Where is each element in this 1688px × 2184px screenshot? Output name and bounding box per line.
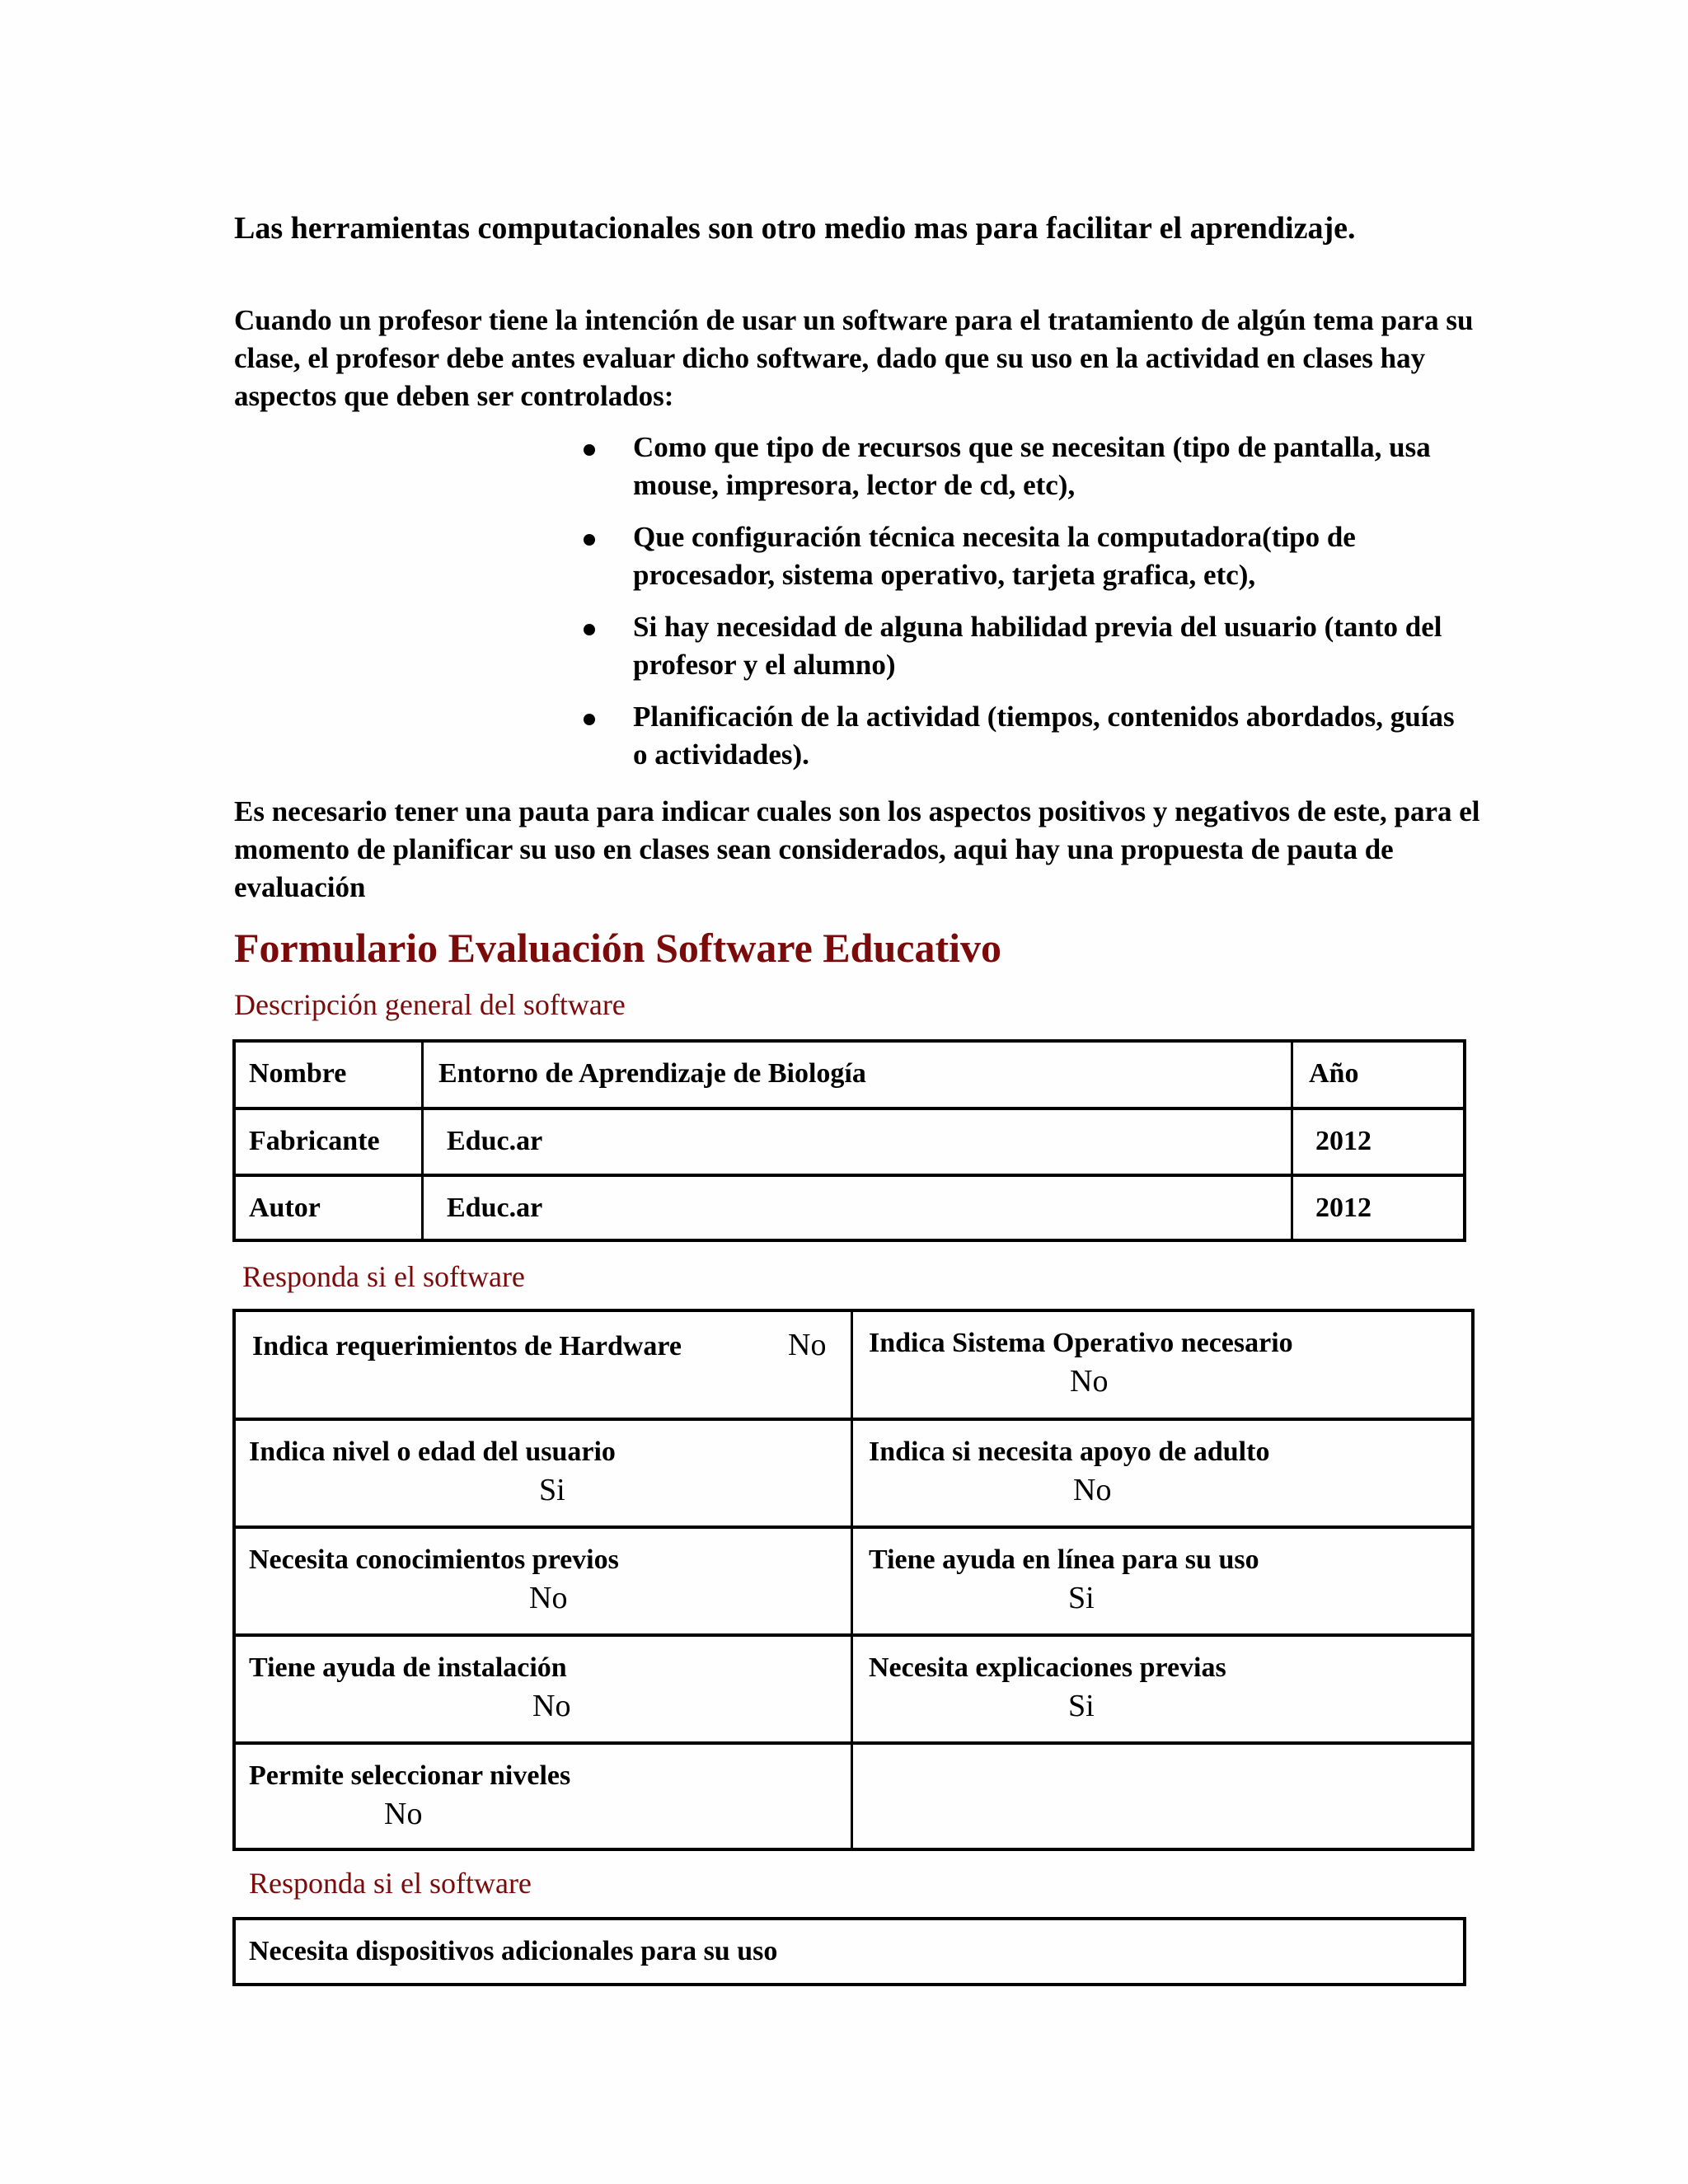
general-description-subtitle: Descripción general del software	[234, 988, 626, 1021]
column-divider	[1291, 1043, 1293, 1239]
row-divider	[236, 1107, 1463, 1110]
question-prior-explanations: Necesita explicaciones previas	[869, 1652, 1226, 1683]
label-nombre: Nombre	[249, 1058, 347, 1089]
question-user-level: Indica nivel o edad del usuario	[249, 1436, 616, 1467]
list-item	[577, 608, 1467, 684]
question-online-help: Tiene ayuda en línea para su uso	[869, 1544, 1259, 1575]
row-divider	[236, 1633, 1471, 1637]
question-os: Indica Sistema Operativo necesario	[869, 1328, 1293, 1358]
form-title: Formulario Evaluación Software Educativo	[234, 925, 1002, 971]
label-autor: Autor	[249, 1193, 321, 1223]
question-hardware: Indica requerimientos de Hardware	[252, 1331, 682, 1361]
answer-install-help: No	[532, 1689, 571, 1723]
year-autor: 2012	[1315, 1193, 1372, 1223]
answer-os: No	[1070, 1364, 1109, 1399]
row-divider	[236, 1741, 1471, 1745]
question-adult-support: Indica si necesita apoyo de adulto	[869, 1436, 1270, 1467]
label-fabricante: Fabricante	[249, 1126, 380, 1156]
row-divider	[236, 1174, 1463, 1177]
devices-table	[232, 1917, 1466, 1986]
question-prior-knowledge: Necesita conocimientos previos	[249, 1544, 619, 1575]
question-select-levels: Permite seleccionar niveles	[249, 1760, 571, 1791]
answer-prior-explanations: Si	[1068, 1689, 1095, 1723]
devices-subtitle: Responda si el software	[249, 1867, 532, 1900]
general-description-table	[232, 1039, 1466, 1242]
list-item	[577, 429, 1467, 504]
header-year: Año	[1309, 1058, 1359, 1089]
bullet-icon	[584, 714, 595, 725]
answer-prior-knowledge: No	[529, 1581, 568, 1615]
question-additional-devices: Necesita dispositivos adicionales para su uso	[249, 1936, 778, 1966]
list-item-text: Si hay necesidad de alguna habilidad previa del usuario (tanto del profesor y el alumno)	[633, 611, 1442, 681]
intro-paragraph-3: Es necesario tener una pauta para indicar cuales son los aspectos positivos y negativos de este, para el momento de planificar su uso en clases sean considerados, aqui hay una propuesta de pauta de evaluación	[234, 795, 1480, 903]
list-item-text: Planificación de la actividad (tiempos, contenidos abordados, guías o actividades).	[633, 701, 1455, 771]
value-fabricante: Educ.ar	[447, 1126, 543, 1156]
bullet-icon	[584, 444, 595, 456]
answer-adult-support: No	[1073, 1473, 1112, 1507]
list-item-text: Que configuración técnica necesita la computadora(tipo de procesador, sistema operativo, tarjeta grafica, etc),	[633, 521, 1356, 591]
value-autor: Educ.ar	[447, 1193, 543, 1223]
list-item-text: Como que tipo de recursos que se necesitan (tipo de pantalla, usa mouse, impresora, lector de cd, etc),	[633, 431, 1431, 501]
column-divider	[851, 1312, 853, 1848]
answer-online-help: Si	[1068, 1581, 1095, 1615]
row-divider	[236, 1526, 1471, 1529]
questions-table	[232, 1309, 1475, 1851]
aspects-list	[577, 429, 1467, 788]
list-item	[577, 518, 1467, 594]
year-fabricante: 2012	[1315, 1126, 1372, 1156]
answer-user-level: Si	[539, 1473, 565, 1507]
column-divider	[421, 1043, 424, 1239]
answer-select-levels: No	[384, 1797, 423, 1831]
question-install-help: Tiene ayuda de instalación	[249, 1652, 567, 1683]
value-nombre: Entorno de Aprendizaje de Biología	[438, 1058, 866, 1089]
bullet-icon	[584, 624, 595, 635]
row-divider	[236, 1418, 1471, 1421]
list-item	[577, 698, 1467, 774]
intro-paragraph-2: Cuando un profesor tiene la intención de usar un software para el tratamiento de algún tema para su clase, el profesor debe antes evaluar dicho software, dado que su uso en la actividad en clases hay aspectos que deben ser controlados:	[234, 304, 1474, 412]
questions-subtitle: Responda si el software	[242, 1260, 525, 1293]
bullet-icon	[584, 534, 595, 546]
answer-hardware: No	[788, 1328, 827, 1362]
intro-paragraph-1: Las herramientas computacionales son otro medio mas para facilitar el aprendizaje.	[234, 211, 1356, 246]
